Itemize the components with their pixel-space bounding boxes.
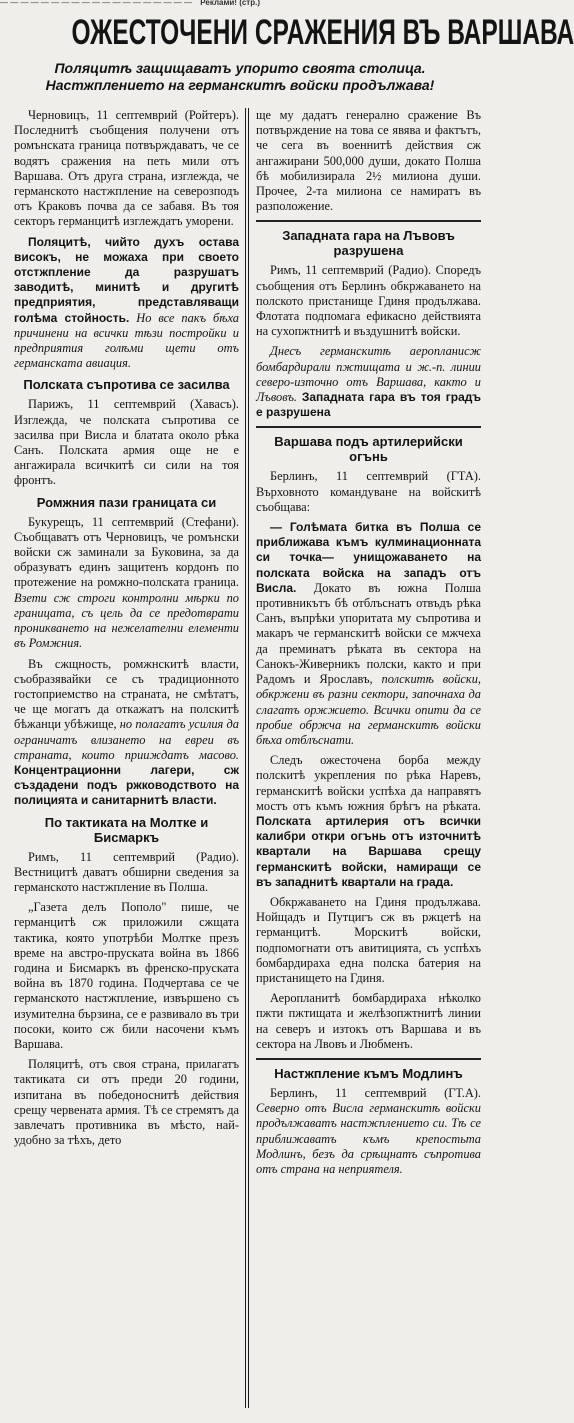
column-divider [245, 108, 246, 1408]
section-heading: Ромжния пази границата си [36, 494, 217, 510]
article-paragraph: Днесъ германскитѣ аеропланисж бомбардирали пжтищата и ж.-п. линии северо-източно отъ Варшава, както и Лъвовъ. Западната гара въ тоя градъ е разрушена [256, 344, 481, 420]
section-heading: Варшава подъ артилерийски огънь [274, 434, 463, 465]
article-paragraph: Черновицъ, 11 септемврий (Ройтеръ). Последнитѣ съобщения получени отъ ромънската граница потвърждаватъ, че се водятъ сражения на петь мили отъ Варшава. Отъ друга страна, изглежда, че германското настжпление на северозподъ отъ Краковъ почва да се забавя. Въ тоя секторъ германцитѣ изглеждатъ уморени. [14, 108, 239, 229]
headline: ОЖЕСТОЧЕНИ СРАЖЕНИЯ ВЪ ВАРШАВА [71, 13, 574, 52]
article-paragraph: Берлинъ, 11 септемврий (ГТА). Върховното командуване на войскитѣ съобщава: [256, 469, 481, 514]
article-paragraph: Аеропланитѣ бомбардираха нѣколко пжти пжтищата и желѣзопжтнитѣ линии на северъ и изтокъ отъ Варшава и въ сектора на Лвовъ и Любменъ. [256, 991, 481, 1051]
article-paragraph: „Газета делъ Пополо" пише, че германцитѣ сж приложили сжщата тактика, която употрѣби Молтке презъ време на австро-пруската война въ 1866 година и Бисмаркъ въ френско-пруската война въ 1870 година. Подчертава се че германското настжпление, извършено съ изумителна бързина, се е развивало въ три посоки, които сж били насочени къмъ Варшава. [14, 900, 239, 1051]
article-paragraph: Римъ, 11 септемврий (Радио). Споредъ съобщения отъ Берлинъ обкржаването на полското пристанище Гдиня продължава. Флотата подпомага ефикасно действията на сухопжтнитѣ и въздушнитѣ войски. [256, 263, 481, 339]
right-column [256, 108, 481, 1418]
section-heading: Настжпление къмъ Модлинъ [274, 1065, 463, 1081]
article-paragraph: Берлинъ, 11 септемврий (ГТ.А). Северно отъ Висла германскитѣ войски продължаватъ настжплението си. Тѣ се приближаватъ къмъ крепостьта Модлинъ, безъ да срѣщнатъ съпротива отъ страна на неприятеля. [256, 1085, 481, 1176]
article-paragraph: ще му дадатъ генерално сражение Въ потвърждение на това се явява и фактътъ, че сега въ военнитѣ действия сж ангажирани 500,000 души, докато Полша бѣ мобилизирала 2½ милиона души. Прочее, 2-та милиона се намиратъ въ разположение. [256, 108, 481, 214]
column-divider [248, 108, 249, 1408]
section-rule [256, 220, 481, 222]
subheadline: Поляцитѣ защищаватъ упорито своята столица. Настжплението на германскитѣ войски продължава! [45, 60, 435, 93]
article-paragraph: Поляцитѣ, чийто духъ остава високъ, не можаха при своето отстжпление да разрушатъ заводитѣ, минитѣ и другитѣ предприятия, представляващи голѣма стойность. Но все пакъ бѣха причинени на всички тѣзи постройки и предприятия голѣми щети отъ германската авиация. [14, 234, 239, 371]
article-paragraph: Парижъ, 11 септемврий (Хавасъ). Изглежда, че полската съпротива се засилва при Висла и блатата около рѣка Санъ. Полската армия още не е ангажирала всичкитѣ си сили на тоя фронтъ. [14, 397, 239, 488]
article-paragraph: Римъ, 11 септемврий (Радио). Вестницитѣ даватъ обширни сведения за германското настжпление въ Полша. [14, 849, 239, 894]
section-heading: По тактиката на Молтке и Бисмаркъ [44, 814, 209, 845]
section-rule [256, 1058, 481, 1060]
masthead-strip-left: — — — — — — — — — — — — — — — — — — — [0, 0, 193, 7]
article-paragraph: — Голѣмата битка въ Полша се приближава къмъ кулминационната си точка— унищожаването на полската войска на западъ отъ Висла. Докато въ южна Полша противникътъ бѣ отблъснатъ отвъдъ рѣка Санъ, въпрѣки упоритата му съпротива и макаръ че германскитѣ войски се мжчеха да преминатъ рѣката въ сектора на Санокъ-Живерникъ полски, както и при Радомъ и Ярославъ, полскитѣ войски, обкржени въ разни сектори, започнаха да слагатъ оржжието. Всички опити да се пробие обржча на германскитѣ войски бѣха отблъснати. [256, 520, 481, 747]
left-column [14, 108, 239, 1408]
article-paragraph: Следъ ожесточена борба между полскитѣ укрепления по рѣка Наревъ, германскитѣ войски успѣха да направятъ мостъ отъ къмъ южния брѣгъ на рѣката. Полската артилерия отъ всички калибри откри огънь отъ източнитѣ квартали на Варшава срещу германскитѣ войски, намиращи се въ западнитѣ квартали на града. [256, 753, 481, 889]
masthead-strip-right: Реклами! (стр.) [200, 0, 260, 7]
article-paragraph: Букурещъ, 11 септемврий (Стефани). Съобщаватъ отъ Черновицъ, че ромънски войски сж заминали за Буковина, за да образуватъ единъ защитенъ кордонъ по протежение на ромжно-полската граница. Взети сж строги контролни мѣрки по границата, съ цель да се предотврати проникването на нежелателни елементи въ Ромжния. [14, 514, 239, 651]
section-heading: Полската съпротива се засилва [23, 377, 230, 393]
article-paragraph: Обкржаването на Гдиня продължава. Нойщадъ и Путцигъ сж въ ржцетѣ на германцитѣ. Морскитѣ войски, подпомогнати отъ авитицията, съ успѣхъ бомбардираха една полска батерия на пристанището на Гдиня. [256, 894, 481, 985]
section-rule [256, 426, 481, 428]
section-heading: Западната гара на Лъвовъ разрушена [282, 228, 455, 259]
article-paragraph: Въ сжщность, ромжнскитѣ власти, съобразявайки се съ традиционното гостоприемство на страната, не смѣтатъ, че ще могатъ да откажатъ на полскитѣ бѣжанци убѣжище, но полагатъ усилия да ограничатъ влизането на евреи въ страната, които прииждатъ масово. Концентрационни лагери, сж създадени подъ ржководството на полицията и санитарнитѣ власти. [14, 656, 239, 808]
article-paragraph: Поляцитѣ, отъ своя страна, прилагатъ тактиката си отъ преди 20 години, изпитана въ победоноснитѣ действия срещу червената армия. Тѣ се стремятъ да завлечатъ противника въ мѣсто, най-удобно за тѣхъ, дето [14, 1057, 239, 1148]
